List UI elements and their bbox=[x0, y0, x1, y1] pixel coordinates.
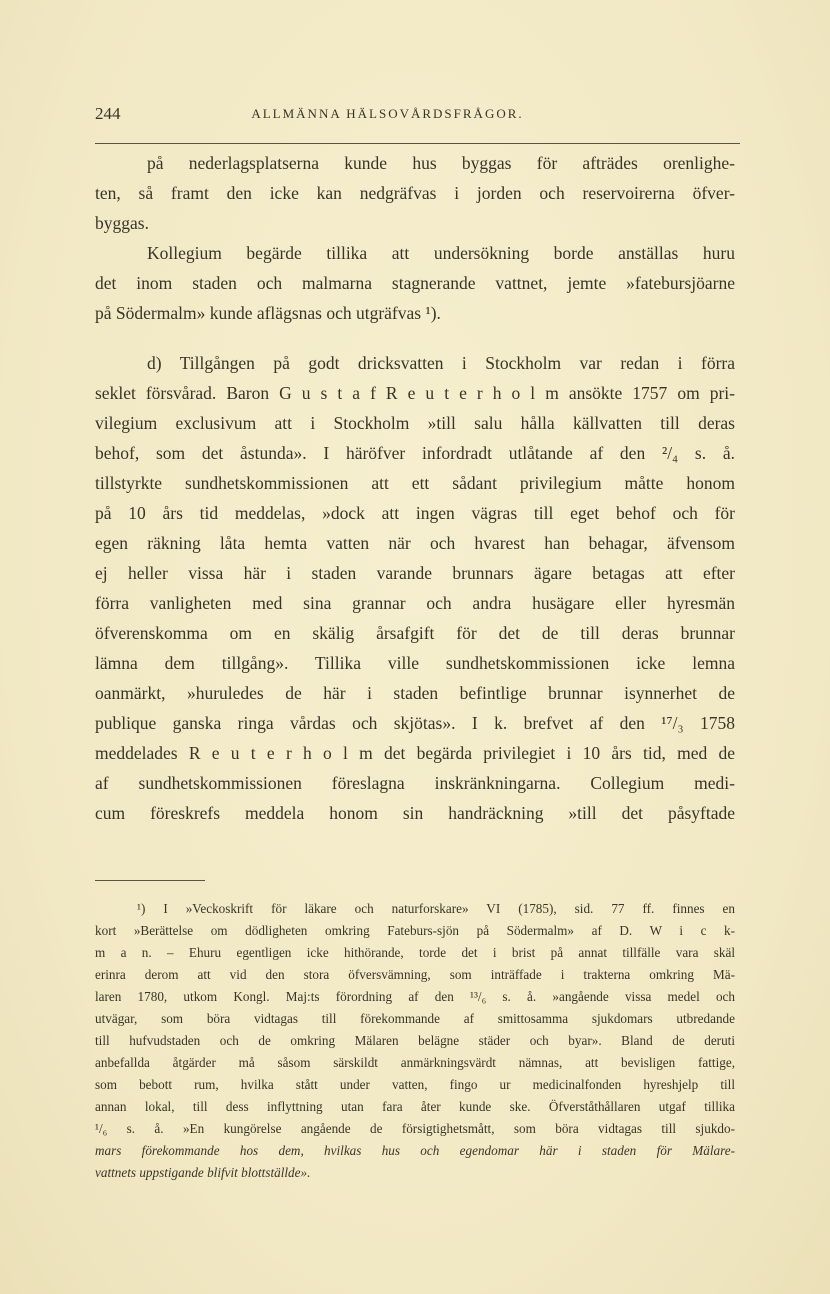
text-line: på 10 års tid meddelas, »dock att ingen vägras till eget behof och för bbox=[95, 503, 735, 523]
text-line: oanmärkt, »huruledes de här i staden befintlige brunnar isynnerhet de bbox=[95, 683, 735, 703]
footnote-rule bbox=[95, 880, 205, 881]
text-line: egen räkning låta hemta vatten när och hvarest han behagar, äfvensom bbox=[95, 533, 735, 553]
text-line: lämna dem tillgång». Tillika ville sundhetskommissionen icke lemna bbox=[95, 653, 735, 673]
footnote-line: anbefallda åtgärder må såsom särskildt anmärkningsvärdt nämnas, att bevisligen fattige, bbox=[95, 1055, 735, 1070]
text-line: öfverenskomma om en skälig årsafgift för det de till deras brunnar bbox=[95, 623, 735, 643]
text-line: af sundhetskommissionen föreslagna inskränkningarna. Collegium medi- bbox=[95, 773, 735, 793]
text-line: det inom staden och malmarna stagnerande vattnet, jemte »fatebursjöarne bbox=[95, 273, 735, 293]
footnote-line: kort »Berättelse om dödligheten omkring Fateburs-sjön på Södermalm» af D. W i c k- bbox=[95, 923, 735, 938]
text-line: på Södermalm» kunde aflägsnas och utgräfvas ¹). bbox=[95, 303, 441, 323]
text-line: förra vanligheten med sina grannar och andra husägare eller hyresmän bbox=[95, 593, 735, 613]
footnote-line: som bebott rum, hvilka stått under vatten, fingo ur medicinalfonden hyreshjelp till bbox=[95, 1077, 735, 1092]
text-line: behof, som det åstunda». I häröfver infordradt utlåtande af den ²/₄ s. å. bbox=[95, 443, 735, 463]
footnote-line: erinra derom att vid den stora öfversvämning, som inträffade i trakterna omkring Mä- bbox=[95, 967, 735, 982]
text-line: cum föreskrefs meddela honom sin handräckning »till det påsyftade bbox=[95, 803, 735, 823]
page-number: 244 bbox=[95, 104, 121, 123]
text-line: på nederlagsplatserna kunde hus byggas för afträdes orenlighe- bbox=[147, 153, 735, 173]
footnote-line: m a n. – Ehuru egentligen icke hithörande, torde det i brist på annat tillfälle vara skäl bbox=[95, 945, 735, 960]
text-line: ten, så framt den icke kan nedgräfvas i jorden och reservoirerna öfver- bbox=[95, 183, 735, 203]
running-title: ALLMÄNNA HÄLSOVÅRDSFRÅGOR. bbox=[251, 106, 524, 121]
footnote-line: laren 1780, utkom Kongl. Maj:ts förordning af den ¹³/₆ s. å. »angående vissa medel och bbox=[95, 989, 735, 1004]
text-line: vilegium exclusivum att i Stockholm »till salu hålla källvatten till deras bbox=[95, 413, 735, 433]
footnote-line: ¹/₆ s. å. »En kungörelse angående de försigtighetsmått, som böra vidtagas till sjukdo- bbox=[95, 1121, 735, 1136]
text-line: ej heller vissa här i staden varande brunnars ägare betagas att efter bbox=[95, 563, 735, 583]
text-line: byggas. bbox=[95, 213, 149, 233]
body-text bbox=[95, 148, 735, 828]
footnote-line: utvägar, som böra vidtagas till förekommande af smittosamma sjukdomars utbredande bbox=[95, 1011, 735, 1026]
text-line: meddelades R e u t e r h o l m det begärda privilegiet i 10 års tid, med de bbox=[95, 743, 735, 763]
footnote-line: annan lokal, till dess inflyttning utan fara åter kunde ske. Öfverståthållaren utgaf tillika bbox=[95, 1099, 735, 1114]
footnote-line: ¹) I »Veckoskrift för läkare och naturforskare» VI (1785), sid. 77 ff. finnes en bbox=[137, 901, 735, 916]
text-line: seklet försvårad. Baron G u s t a f R e u t e r h o l m ansökte 1757 om pri- bbox=[95, 383, 735, 403]
text-line: Kollegium begärde tillika att undersökning borde anställas huru bbox=[147, 243, 735, 263]
footnote-line: till hufvudstaden och de omkring Mälaren belägne städer och byar». Bland de deruti bbox=[95, 1033, 735, 1048]
footnote-line: mars förekommande hos dem, hvilkas hus och egendomar här i staden för Mälare- bbox=[95, 1143, 735, 1158]
page-header bbox=[95, 104, 740, 128]
section-d-heading-line: d) Tillgången på godt dricksvatten i Stockholm var redan i förra bbox=[147, 353, 735, 373]
footnotes bbox=[95, 898, 735, 1184]
text-line: publique ganska ringa vårdas och skjötas». I k. brefvet af den ¹⁷/₃ 1758 bbox=[95, 713, 735, 733]
text-line: tillstyrkte sundhetskommissionen att ett sådant privilegium måtte honom bbox=[95, 473, 735, 493]
header-rule bbox=[95, 143, 740, 144]
footnote-line: vattnets uppstigande blifvit blottställde». bbox=[95, 1165, 311, 1180]
